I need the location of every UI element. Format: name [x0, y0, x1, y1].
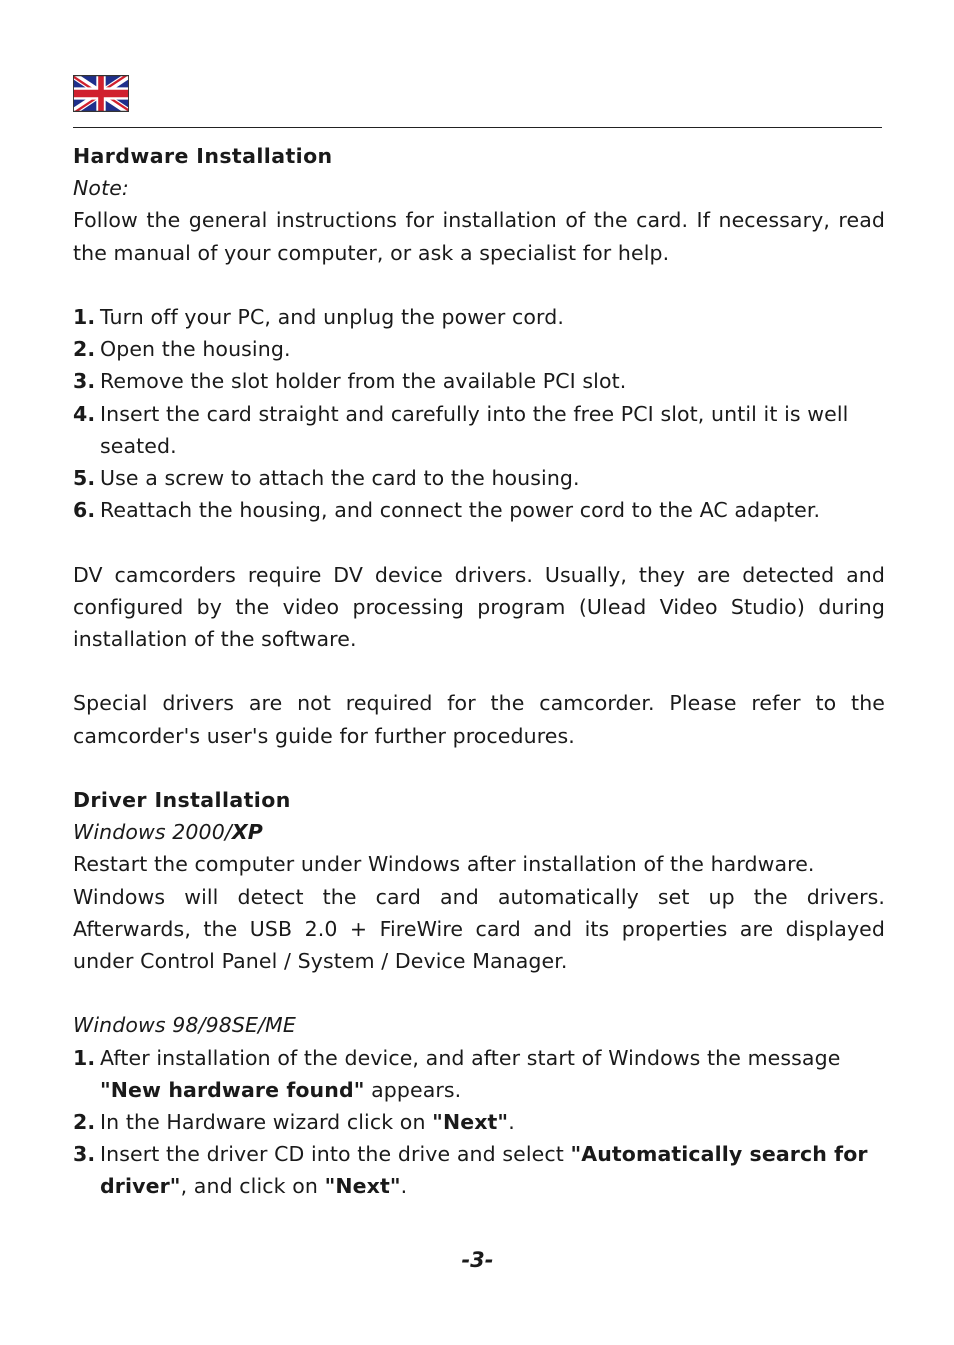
- list-item: [73, 1106, 885, 1138]
- new-hardware-found-text: "New hardware found": [100, 1077, 365, 1102]
- list-item: [73, 1042, 885, 1106]
- step-text: Remove the slot holder from the available PCI slot.: [100, 369, 627, 394]
- list-item: [73, 301, 885, 333]
- win2000-label-a: Windows 2000: [73, 820, 225, 845]
- dv-paragraph: DV camcorders require DV device drivers. Usually, they are detected and configured by the video processing program (Ulead Video Studio) during installation of the software.: [73, 562, 885, 652]
- step-number: 3.: [73, 1142, 96, 1167]
- win98-label-c: ME: [265, 1013, 296, 1038]
- win98-label-a: Windows 98: [73, 1013, 199, 1038]
- driver-title: Driver Installation: [73, 788, 291, 812]
- win2000-label: [73, 816, 885, 848]
- manual-page: [73, 0, 885, 1345]
- list-item: [73, 398, 885, 462]
- page-number: -3-: [461, 1248, 494, 1272]
- step-number: 2.: [73, 337, 96, 362]
- win2000-label-b: XP: [231, 820, 263, 845]
- win2000-label-sep: /: [224, 820, 232, 845]
- list-item: [73, 1138, 885, 1202]
- win98-label-sep1: /: [198, 1013, 206, 1038]
- hardware-steps: [73, 301, 885, 526]
- driver-steps: [73, 1042, 885, 1203]
- list-item: [73, 365, 885, 397]
- step-text: Turn off your PC, and unplug the power cord.: [100, 305, 564, 329]
- next-text: "Next": [324, 1174, 401, 1199]
- step-text: Reattach the housing, and connect the power cord to the AC adapter.: [100, 498, 821, 523]
- step-text: Use a screw to attach the card to the housing.: [100, 466, 580, 491]
- list-item: [73, 494, 885, 526]
- step-number: 4.: [73, 401, 96, 426]
- win2000-line: Restart the computer under Windows after installation of the hardware.: [73, 852, 815, 877]
- list-item: [73, 462, 885, 494]
- list-item: [73, 333, 885, 365]
- step-number: 1.: [73, 305, 96, 329]
- header-rule: [73, 127, 882, 128]
- next-text: "Next": [432, 1110, 509, 1135]
- note-label: Note:: [73, 176, 129, 201]
- step-number: 6.: [73, 498, 96, 523]
- win98-label-b: 98SE: [205, 1013, 259, 1038]
- step-text: In the Hardware wizard click on "Next".: [100, 1110, 515, 1135]
- step-text: After installation of the device, and after start of Windows the message "New hardware found" appears.: [100, 1045, 841, 1102]
- special-drivers-paragraph: Special drivers are not required for the camcorder. Please refer to the camcorder's user's guide for further procedures.: [73, 691, 885, 748]
- step-number: 2.: [73, 1110, 96, 1135]
- hardware-title: Hardware Installation: [73, 144, 333, 168]
- step-text: Open the housing.: [100, 337, 291, 362]
- uk-flag-icon: [73, 75, 129, 112]
- step-number: 5.: [73, 466, 96, 491]
- step-text: Insert the card straight and carefully into the free PCI slot, until it is well seated.: [100, 401, 849, 458]
- win98-label-sep2: /: [258, 1013, 266, 1038]
- step-number: 1.: [73, 1045, 96, 1070]
- step-text: Insert the driver CD into the drive and select "Automatically search for driver", and click on "Next".: [100, 1142, 868, 1199]
- win2000-paragraph: Windows will detect the card and automatically set up the drivers. Afterwards, the USB 2.0 + FireWire card and its properties are displayed under Control Panel / System / Device Manager.: [73, 884, 885, 974]
- step-number: 3.: [73, 369, 96, 394]
- note-text: Follow the general instructions for installation of the card. If necessary, read the manual of your computer, or ask a specialist for help.: [73, 208, 885, 265]
- page-content: [73, 140, 885, 1203]
- win98-label: [73, 1009, 885, 1041]
- auto-search-text: "Automatically search for driver": [100, 1142, 868, 1199]
